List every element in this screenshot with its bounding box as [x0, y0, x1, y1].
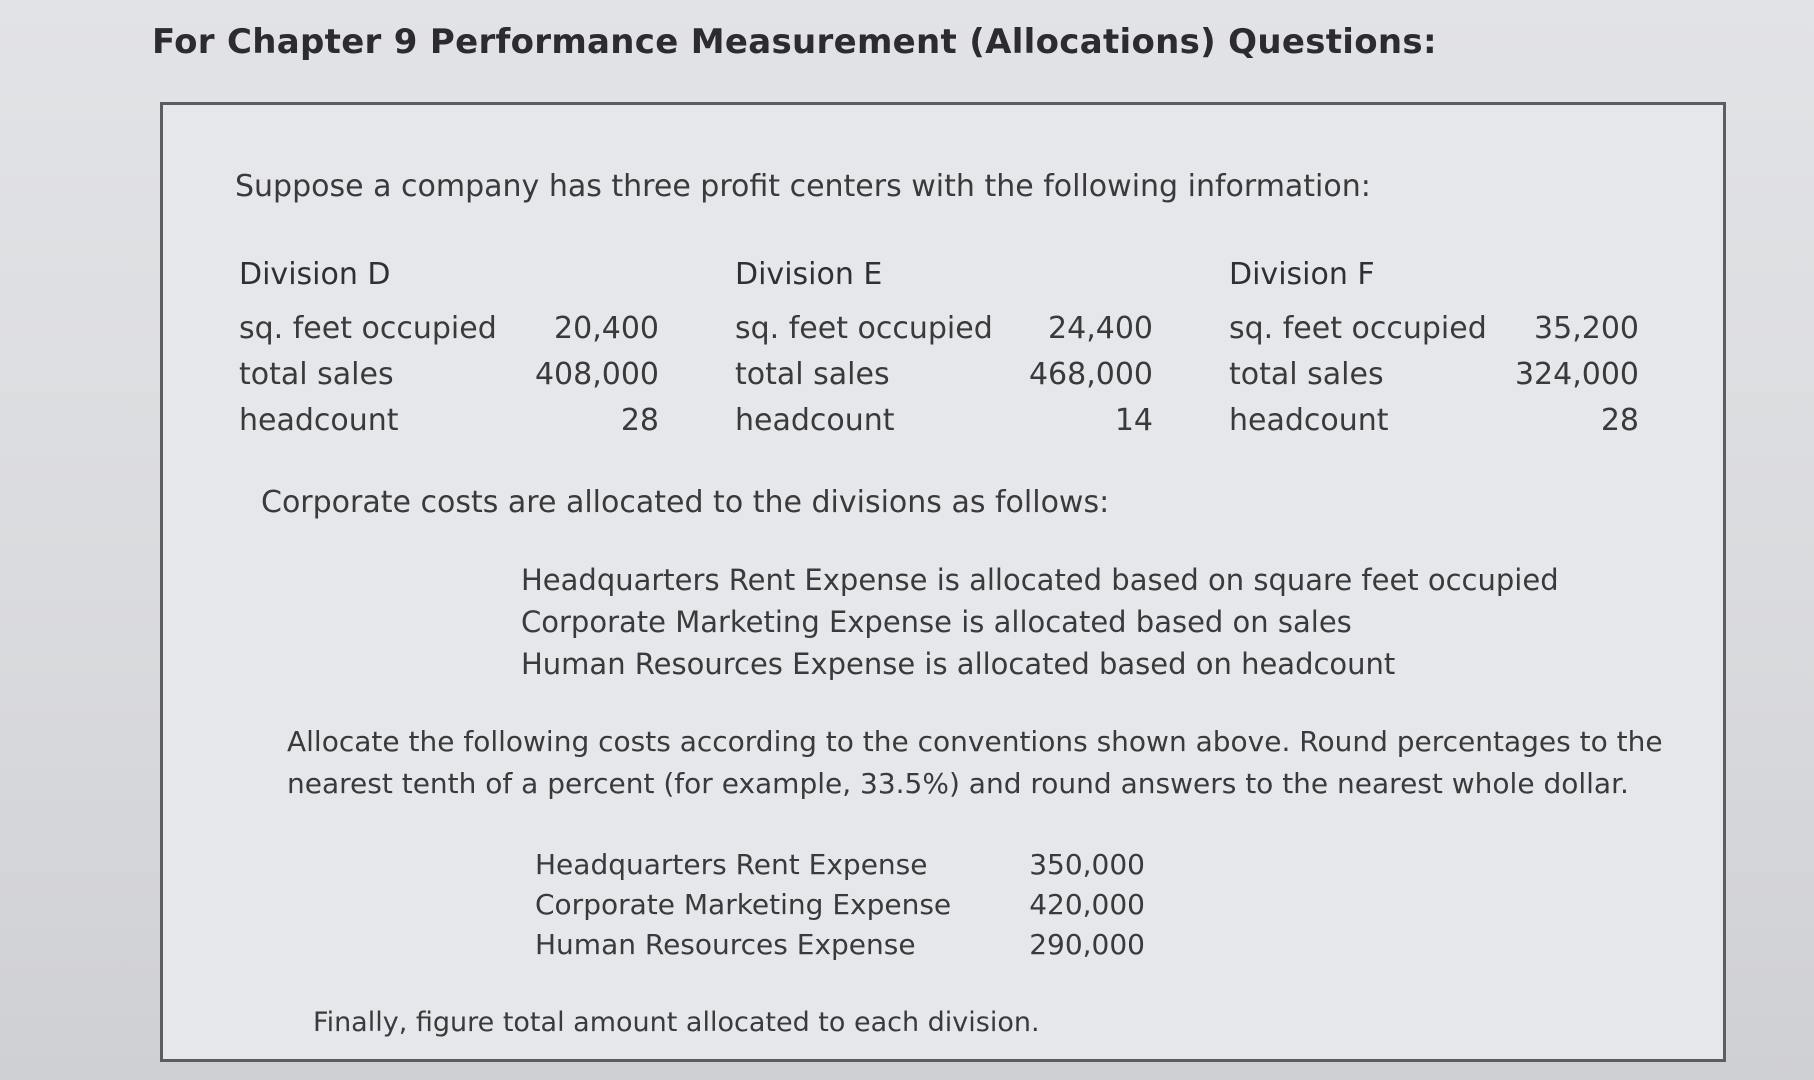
- cost-list: [535, 845, 1145, 965]
- division-title: Division D: [239, 257, 391, 292]
- row-label: headcount: [735, 403, 895, 438]
- row-value: 28: [620, 403, 659, 438]
- row-label: sq. feet occupied: [239, 311, 497, 346]
- row-value: 468,000: [1028, 357, 1153, 392]
- row-value: 324,000: [1514, 357, 1639, 392]
- division-row: [239, 398, 659, 444]
- division-row: [1229, 352, 1639, 398]
- division-row: [735, 398, 1153, 444]
- allocation-rule: Corporate Marketing Expense is allocated based on sales: [521, 605, 1352, 639]
- row-label: sq. feet occupied: [735, 311, 993, 346]
- cost-label: Headquarters Rent Expense: [535, 848, 928, 881]
- cost-row: [535, 845, 1145, 885]
- intro-text: Suppose a company has three profit centers with the following information:: [235, 169, 1371, 204]
- final-note: Finally, figure total amount allocated to each division.: [313, 1007, 1040, 1038]
- allocation-rule: Headquarters Rent Expense is allocated based on square feet occupied: [521, 563, 1559, 597]
- division-row: [735, 352, 1153, 398]
- division-d-block: [239, 257, 659, 444]
- row-label: total sales: [1229, 357, 1384, 392]
- division-f-block: [1229, 257, 1639, 444]
- allocation-rules: [521, 559, 1559, 685]
- row-value: 14: [1114, 403, 1153, 438]
- row-value: 20,400: [554, 311, 659, 346]
- instructions-text: Allocate the following costs according to the conventions shown above. Round percentages to the nearest tenth of a percent (for example, 33.5%) and round answers to the nearest whole dollar.: [287, 725, 1663, 800]
- row-label: total sales: [735, 357, 890, 392]
- division-row: [735, 306, 1153, 352]
- cost-row: [535, 885, 1145, 925]
- cost-row: [535, 925, 1145, 965]
- cost-label: Corporate Marketing Expense: [535, 888, 952, 921]
- division-title: Division F: [1229, 257, 1375, 292]
- cost-value: 350,000: [1029, 848, 1145, 881]
- row-value: 24,400: [1048, 311, 1153, 346]
- division-row: [1229, 398, 1639, 444]
- cost-label: Human Resources Expense: [535, 928, 916, 961]
- division-row: [239, 306, 659, 352]
- division-title: Division E: [735, 257, 883, 292]
- corporate-intro: Corporate costs are allocated to the divisions as follows:: [261, 485, 1110, 520]
- division-row: [239, 352, 659, 398]
- division-row: [1229, 306, 1639, 352]
- row-label: total sales: [239, 357, 394, 392]
- allocation-rule: Human Resources Expense is allocated based on headcount: [521, 647, 1396, 681]
- cost-value: 290,000: [1029, 928, 1145, 961]
- row-label: headcount: [239, 403, 399, 438]
- question-panel: [160, 102, 1726, 1062]
- row-value: 408,000: [534, 357, 659, 392]
- row-label: headcount: [1229, 403, 1389, 438]
- row-label: sq. feet occupied: [1229, 311, 1487, 346]
- page-heading: For Chapter 9 Performance Measurement (Allocations) Questions:: [152, 22, 1437, 62]
- division-e-block: [735, 257, 1153, 444]
- row-value: 35,200: [1534, 311, 1639, 346]
- cost-value: 420,000: [1029, 888, 1145, 921]
- row-value: 28: [1600, 403, 1639, 438]
